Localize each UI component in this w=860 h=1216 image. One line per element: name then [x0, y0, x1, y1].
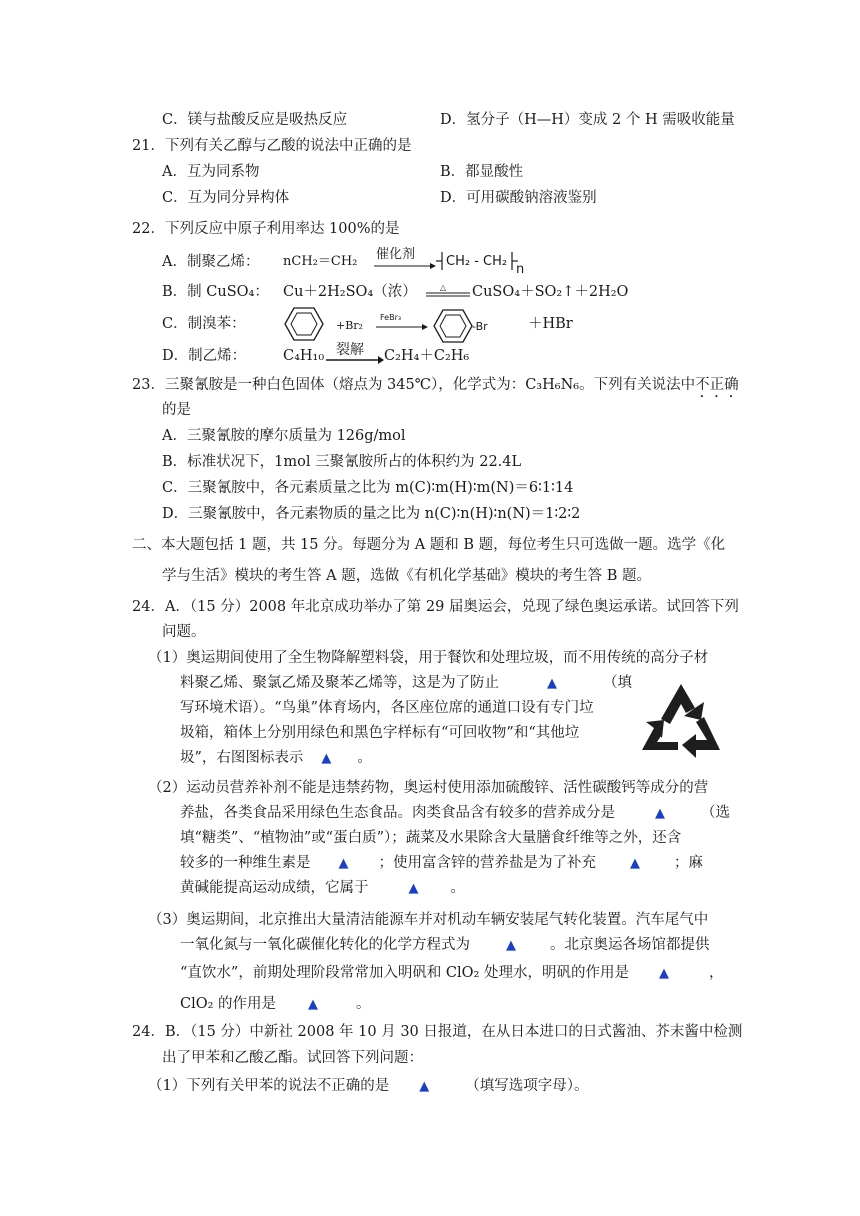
q21-stem: 21．下列有关乙醇与乙酸的说法中正确的是: [132, 138, 412, 154]
q22-a-product: CH₂ - CH₂: [446, 254, 508, 269]
q20-option-d: D．氢分子（H—H）变成 2 个 H 需吸收能量: [440, 112, 735, 128]
answer-blank[interactable]: ▲: [308, 997, 319, 1012]
part2-instructions-line2: 学与生活》模块的考生答 A 题，选做《有机化学基础》模块的考生答 B 题。: [162, 568, 652, 584]
q24a-part1-line4: 圾箱，箱体上分别用绿色和黑色字样标有“可回收物”和“其他垃: [180, 725, 580, 741]
q22-c-catalyst: FeBr₃: [380, 313, 402, 322]
q22-option-b-label: B．制 CuSO₄：: [162, 284, 269, 300]
q24a-part3-line2: 一氧化氮与一氧化碳催化转化的化学方程式为 ▲ 。北京奥运各场馆都提供: [180, 937, 710, 953]
q22-c-br: -Br: [472, 320, 488, 333]
q22-c-arrow: [376, 323, 428, 331]
answer-blank[interactable]: ▲: [658, 966, 669, 981]
q22-d-arrow: [326, 356, 384, 364]
q24b-stem-line1: 24．B．（15 分）中新社 2008 年 10 月 30 日报道，在从日本进口的日式酱油、芥末酱中检测: [132, 1024, 743, 1040]
q22-a-arrow: [374, 262, 436, 270]
answer-blank[interactable]: ▲: [338, 856, 349, 871]
answer-blank[interactable]: ▲: [655, 806, 665, 821]
q22-a-bracket-left: [436, 252, 446, 272]
q24a-part3-line1: （3）奥运期间，北京推出大量清洁能源车并对机动车辆安装尾气转化装置。汽车尾气中: [148, 912, 709, 928]
q23-emphasis: 不正确: [695, 377, 739, 393]
q22-d-reactant: C₄H₁₀: [283, 348, 325, 364]
q22-option-c-label: C．制溴苯：: [162, 316, 246, 332]
q22-d-condition: 裂解: [336, 342, 364, 358]
q22-a-reactant: nCH₂＝CH₂: [283, 254, 358, 269]
q21-option-a: A．互为同系物: [162, 164, 260, 180]
q22-option-a-label: A．制聚乙烯：: [162, 254, 260, 270]
q24a-part3-line3: “直饮水”，前期处理阶段常常加入明矾和 ClO₂ 处理水，明矾的作用是 ▲ ，: [180, 965, 724, 981]
q24a-part2-line3: 填“糖类”、“植物油”或“蛋白质”）；蔬菜及水果除含大量膳食纤维等之外，还含: [180, 830, 682, 846]
q20-option-c: C．镁与盐酸反应是吸热反应: [162, 112, 348, 128]
q23-option-b: B．标准状况下，1mol 三聚氰胺所占的体积约为 22.4L: [162, 454, 522, 470]
recycle-icon: [638, 680, 724, 756]
q23-stem-tail: 的是: [162, 402, 191, 418]
q24a-part1-line5: 圾”，右图图标表示 ▲ 。: [180, 750, 372, 766]
q21-option-c: C．互为同分异构体: [162, 190, 290, 206]
q22-b-product: CuSO₄＋SO₂↑＋2H₂O: [472, 284, 629, 300]
benzene-ring-icon: [433, 308, 475, 344]
q24a-stem-line1: 24．A．（15 分）2008 年北京成功举办了第 29 届奥运会，兑现了绿色奥运承诺。试回答下列: [132, 599, 739, 615]
q22-b-reactant: Cu＋2H₂SO₄（浓）: [283, 284, 417, 300]
benzene-ring-icon: [284, 306, 324, 342]
q24a-part1-line1: （1）奥运期间使用了全生物降解塑料袋，用于餐饮和处理垃圾，而不用传统的高分子材: [148, 650, 709, 666]
answer-blank[interactable]: ▲: [408, 881, 419, 896]
q23-option-c: C．三聚氰胺中，各元素质量之比为 m(C)∶m(H)∶m(N)＝6∶1∶14: [162, 480, 574, 496]
q24b-part1: （1）下列有关甲苯的说法不正确的是 ▲ （填写选项字母）。: [148, 1078, 589, 1094]
q22-b-equal-sign: [426, 292, 470, 298]
q21-option-b: B．都显酸性: [440, 164, 524, 180]
q24a-part2-line2: 养盐，各类食品采用绿色生态食品。肉类食品含有较多的营养成分是 ▲ （选: [180, 805, 730, 821]
q22-c-hbr: ＋HBr: [528, 316, 573, 332]
answer-blank[interactable]: ▲: [419, 1079, 430, 1094]
q23-stem-text: 23．三聚氰胺是一种白色固体（熔点为 345℃），化学式为：C₃H₆N₆。下列有关说法中: [132, 377, 696, 393]
answer-blank[interactable]: ▲: [506, 938, 516, 953]
q22-a-n: n: [516, 262, 525, 277]
q23-option-d: D．三聚氰胺中，各元素物质的量之比为 n(C)∶n(H)∶n(N)＝1∶2∶2: [162, 506, 581, 522]
q21-option-d: D．可用碳酸钠溶液鉴别: [440, 190, 597, 206]
q22-d-product: C₂H₄＋C₂H₆: [384, 348, 470, 364]
q22-option-d-label: D．制乙烯：: [162, 348, 247, 364]
q24a-part2-line1: （2）运动员营养补剂不能是违禁药物，奥运村使用添加硫酸锌、活性碳酸钙等成分的营: [148, 780, 709, 796]
q24a-part1-line2: 料聚乙烯、聚氯乙烯及聚苯乙烯等，这是为了防止 ▲ （填: [180, 675, 632, 691]
q24b-stem-line2: 出了甲苯和乙酸乙酯。试回答下列问题：: [162, 1050, 423, 1066]
q24a-part1-line3: 写环境术语）。“鸟巢”体育场内，各区座位席的通道口设有专门垃: [180, 700, 594, 716]
answer-blank[interactable]: ▲: [321, 751, 332, 766]
q24a-part2-line4: 较多的一种维生素是 ▲ ；使用富含锌的营养盐是为了补充 ▲ ；麻: [180, 855, 703, 871]
q23-stem: [132, 375, 739, 401]
q24a-stem-line2: 问题。: [162, 624, 206, 640]
q22-a-catalyst: 催化剂: [376, 247, 416, 262]
part2-instructions-line1: 二、本大题包括 1 题，共 15 分。每题分为 A 题和 B 题，每位考生只可选做一题。选学《化: [132, 537, 726, 553]
q24a-part3-line4: ClO₂ 的作用是 ▲ 。: [180, 996, 371, 1012]
q24a-part2-line5: 黄碱能提高运动成绩，它属于 ▲ 。: [180, 880, 465, 896]
q22-c-br2: +Br₂: [336, 319, 363, 332]
q22-stem: 22．下列反应中原子利用率达 100%的是: [132, 221, 400, 237]
answer-blank[interactable]: ▲: [547, 676, 557, 691]
answer-blank[interactable]: ▲: [630, 856, 640, 871]
q23-option-a: A．三聚氰胺的摩尔质量为 126g/mol: [162, 428, 406, 444]
q22-b-condition: △: [440, 283, 447, 292]
